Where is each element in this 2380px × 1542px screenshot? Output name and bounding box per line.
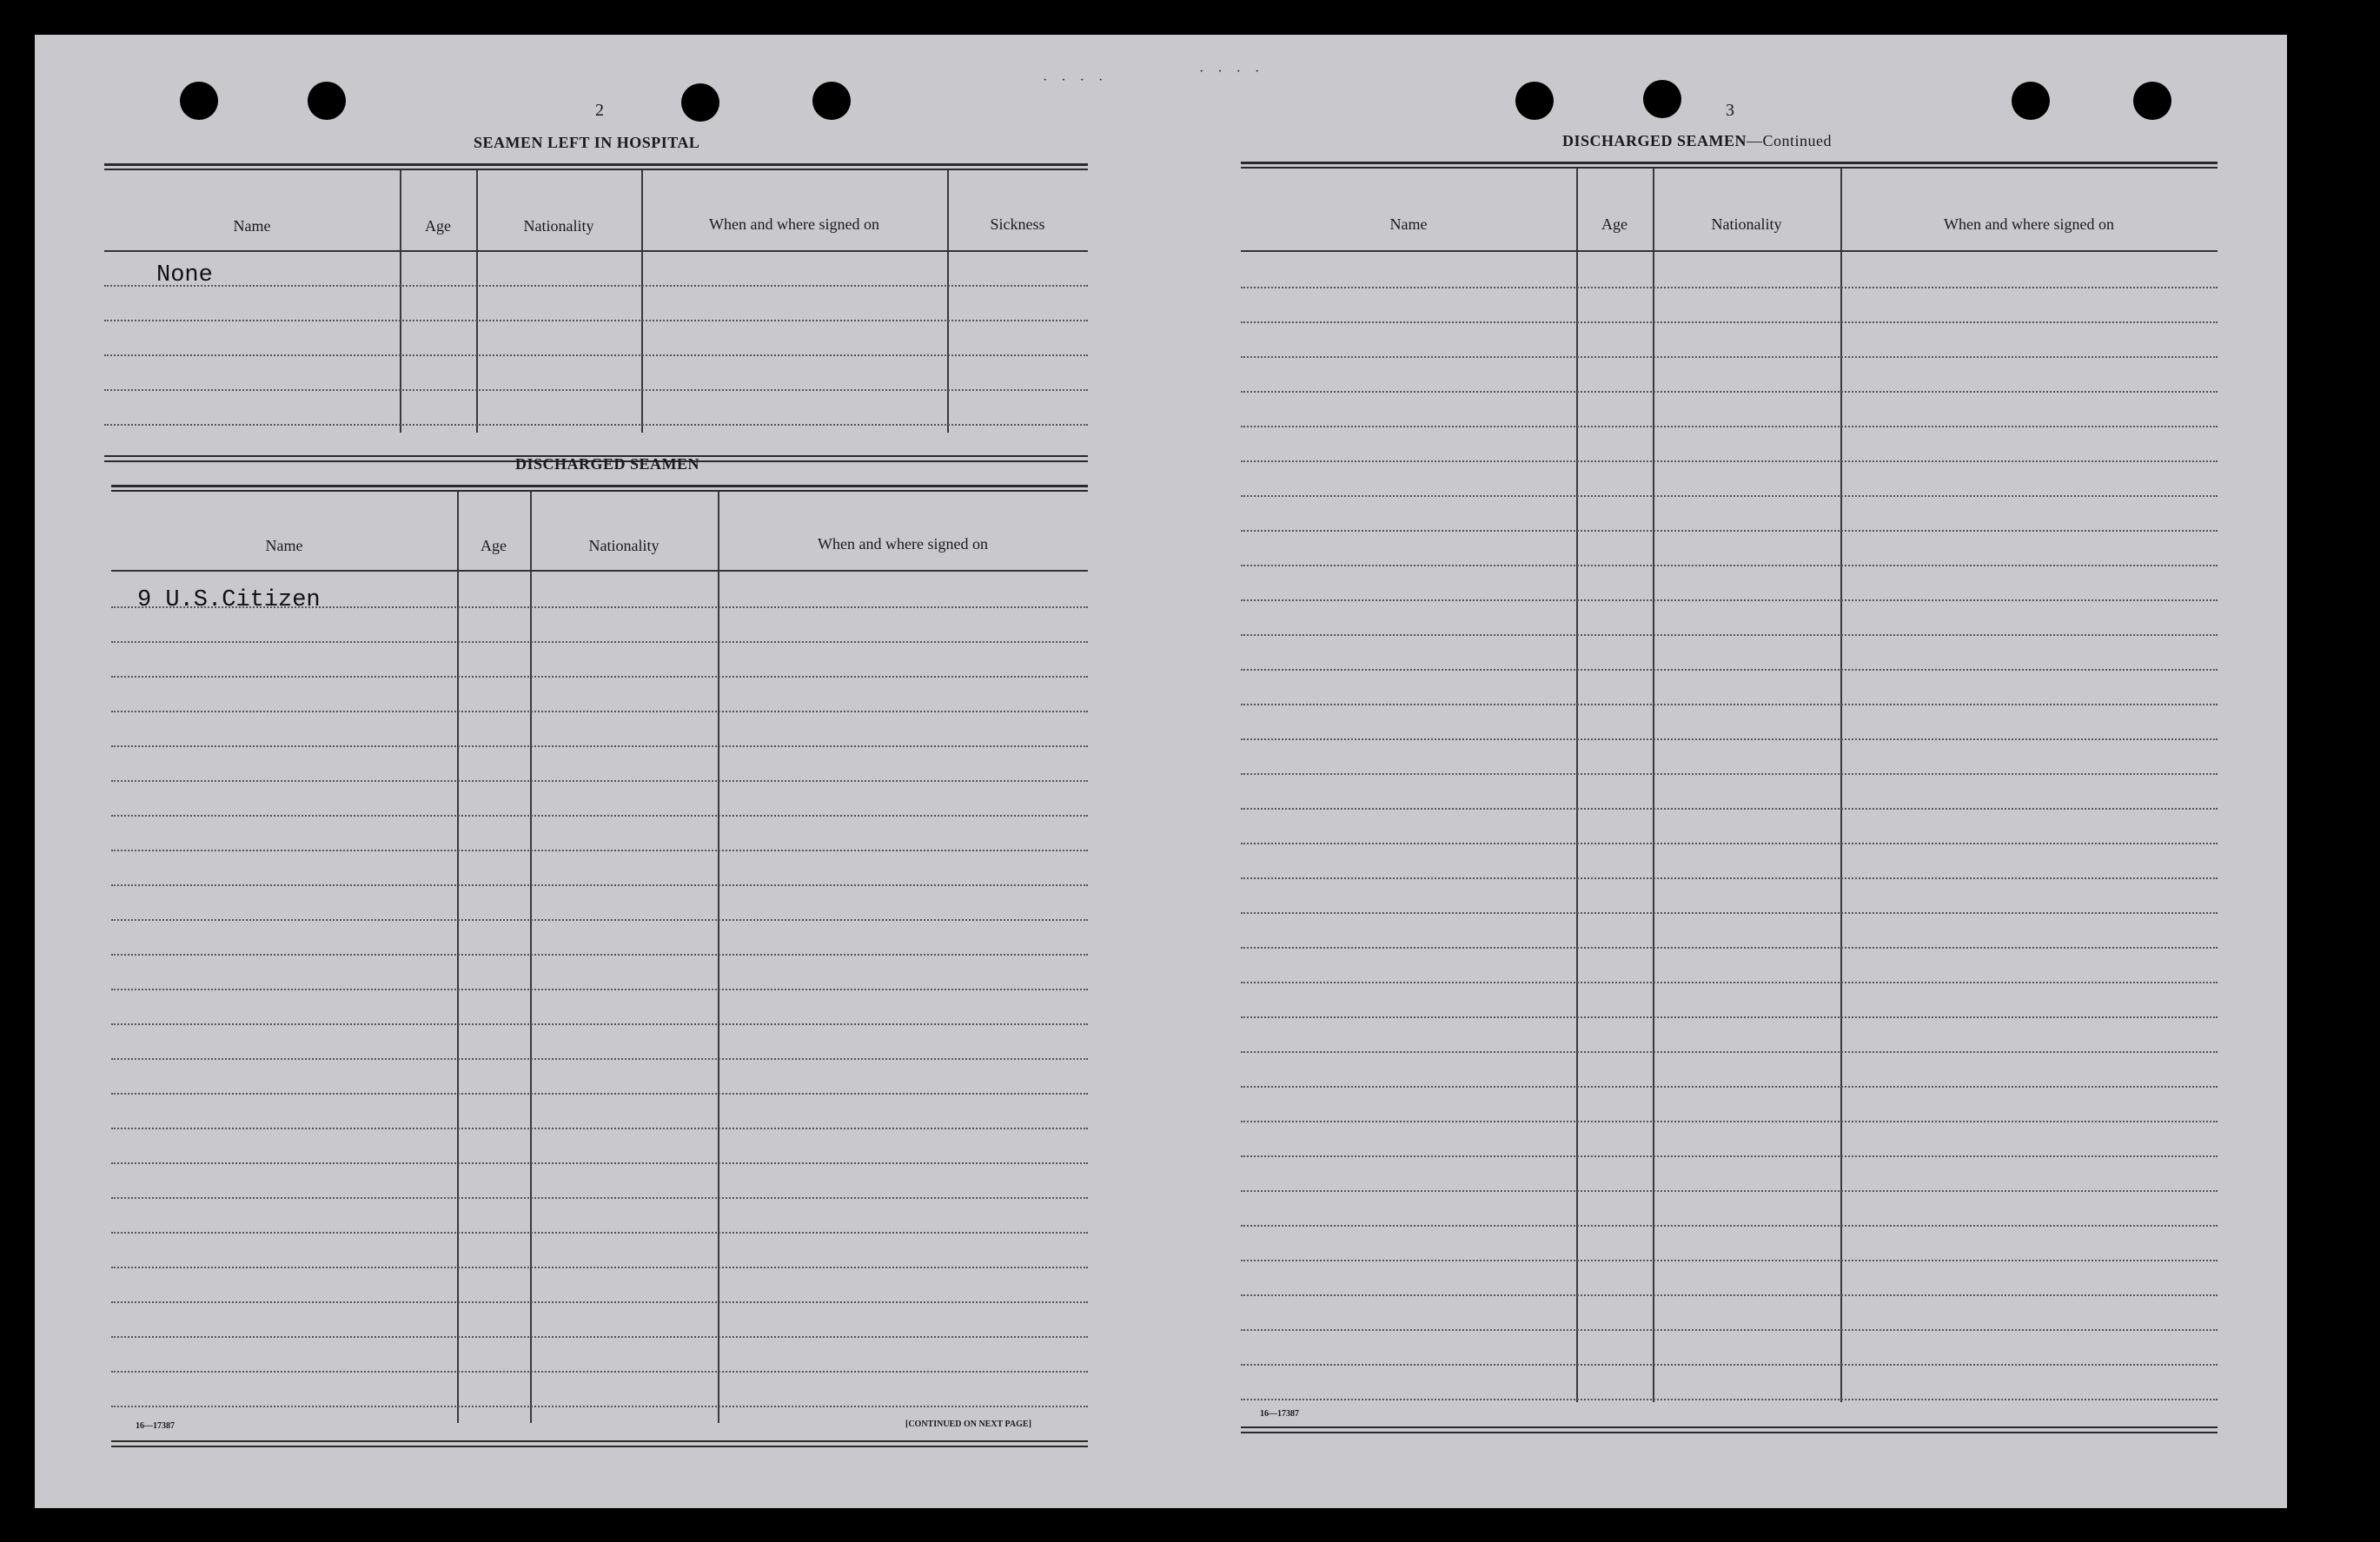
table-rule bbox=[104, 163, 1088, 166]
table-row bbox=[1241, 773, 2218, 775]
table-rule bbox=[111, 485, 1088, 487]
table-row bbox=[111, 1232, 1088, 1234]
column-header-name: Name bbox=[1389, 215, 1428, 233]
document-scan bbox=[35, 35, 2287, 1508]
table-row bbox=[111, 711, 1088, 712]
punch-hole bbox=[180, 82, 218, 120]
table-row bbox=[111, 780, 1088, 782]
table-row bbox=[1241, 1399, 2218, 1400]
table-row bbox=[1241, 1190, 2218, 1192]
table-row bbox=[111, 1162, 1088, 1164]
table-row bbox=[1241, 565, 2218, 566]
table-row bbox=[111, 989, 1088, 990]
table-row bbox=[1241, 356, 2218, 358]
table-row bbox=[111, 676, 1088, 678]
table-row bbox=[111, 919, 1088, 921]
scan-specks: · · · · bbox=[1043, 73, 1109, 88]
column-divider bbox=[1840, 169, 1842, 1402]
table-row bbox=[111, 1093, 1088, 1095]
table-row bbox=[1241, 321, 2218, 323]
header-rule bbox=[111, 570, 1088, 572]
table-row bbox=[104, 320, 1088, 321]
discharged-section-title: DISCHARGED SEAMEN bbox=[515, 455, 700, 473]
table-row bbox=[1241, 634, 2218, 636]
table-row bbox=[111, 1336, 1088, 1338]
table-row bbox=[1241, 912, 2218, 914]
table-row bbox=[1241, 391, 2218, 393]
column-divider bbox=[1653, 169, 1654, 1402]
title-main: DISCHARGED SEAMEN bbox=[1562, 132, 1747, 149]
table-rule bbox=[1241, 1432, 2218, 1433]
header-rule bbox=[1241, 250, 2218, 252]
column-header-nationality: Nationality bbox=[1711, 215, 1782, 233]
column-header-name: Name bbox=[233, 217, 271, 235]
table-row bbox=[1241, 669, 2218, 671]
punch-hole bbox=[2133, 82, 2171, 120]
table-row bbox=[1241, 426, 2218, 427]
column-divider bbox=[718, 492, 719, 1423]
table-row bbox=[1241, 1051, 2218, 1053]
table-row bbox=[1241, 704, 2218, 705]
page-number: 2 bbox=[595, 101, 604, 120]
table-row bbox=[111, 1058, 1088, 1060]
table-row bbox=[104, 354, 1088, 356]
table-row bbox=[1241, 495, 2218, 497]
table-row bbox=[1241, 1086, 2218, 1088]
discharged-continued-title bbox=[1562, 132, 1832, 150]
table-row bbox=[111, 1023, 1088, 1025]
column-divider bbox=[400, 170, 401, 433]
column-header-age: Age bbox=[425, 217, 451, 235]
table-row bbox=[111, 815, 1088, 817]
column-divider bbox=[641, 170, 643, 433]
column-divider bbox=[530, 492, 532, 1423]
table-rule bbox=[1241, 167, 2218, 169]
table-row bbox=[111, 1267, 1088, 1268]
table-row bbox=[1241, 843, 2218, 844]
punch-hole bbox=[812, 82, 851, 120]
table-row bbox=[111, 1197, 1088, 1199]
scan-specks: · · · · bbox=[1199, 64, 1265, 79]
header-rule bbox=[104, 250, 1088, 252]
column-header-age: Age bbox=[481, 537, 507, 554]
table-rule bbox=[111, 1446, 1088, 1447]
table-row bbox=[111, 1301, 1088, 1303]
hospital-table bbox=[104, 163, 1088, 471]
discharged-entry: 9 U.S.Citizen bbox=[137, 587, 321, 613]
table-row bbox=[1241, 1155, 2218, 1157]
table-row bbox=[111, 606, 1088, 608]
column-divider bbox=[947, 170, 949, 433]
column-header-name: Name bbox=[265, 537, 303, 554]
discharged-table-right bbox=[1241, 162, 2218, 1442]
discharged-table-left bbox=[111, 485, 1088, 1451]
table-row bbox=[1241, 1294, 2218, 1296]
table-rule bbox=[111, 490, 1088, 492]
punch-hole bbox=[1643, 80, 1681, 118]
table-row bbox=[1241, 982, 2218, 983]
table-row bbox=[111, 850, 1088, 851]
column-header-signed-on: When and where signed on bbox=[818, 535, 988, 553]
column-header-signed-on: When and where signed on bbox=[709, 215, 879, 233]
table-row bbox=[104, 389, 1088, 391]
table-row bbox=[111, 641, 1088, 643]
table-row bbox=[111, 1128, 1088, 1129]
table-row bbox=[1241, 1121, 2218, 1122]
title-suffix: —Continued bbox=[1747, 132, 1833, 149]
table-rule bbox=[104, 169, 1088, 170]
table-row bbox=[1241, 1016, 2218, 1018]
column-header-signed-on: When and where signed on bbox=[1944, 215, 2114, 233]
table-row bbox=[1241, 460, 2218, 462]
punch-hole bbox=[681, 83, 719, 122]
column-header-sickness: Sickness bbox=[990, 215, 1045, 233]
table-row bbox=[1241, 287, 2218, 288]
form-number: 16—17387 bbox=[136, 1421, 175, 1431]
column-header-nationality: Nationality bbox=[523, 217, 594, 235]
table-row bbox=[1241, 599, 2218, 601]
hospital-entry: None bbox=[156, 262, 213, 288]
column-divider bbox=[476, 170, 478, 433]
punch-hole bbox=[1515, 82, 1554, 120]
table-row bbox=[1241, 1260, 2218, 1261]
table-row bbox=[1241, 877, 2218, 879]
punch-hole bbox=[2012, 82, 2050, 120]
table-row bbox=[104, 424, 1088, 426]
table-row bbox=[1241, 530, 2218, 532]
table-row bbox=[1241, 947, 2218, 949]
column-header-nationality: Nationality bbox=[588, 537, 660, 554]
hospital-section-title: SEAMEN LEFT IN HOSPITAL bbox=[474, 134, 700, 151]
table-row bbox=[111, 745, 1088, 747]
page-number: 3 bbox=[1726, 101, 1734, 120]
table-rule bbox=[1241, 1426, 2218, 1428]
table-row bbox=[1241, 1329, 2218, 1331]
table-row bbox=[1241, 1225, 2218, 1227]
column-header-age: Age bbox=[1601, 215, 1628, 233]
table-row bbox=[104, 285, 1088, 287]
punch-hole bbox=[308, 82, 346, 120]
column-divider bbox=[457, 492, 459, 1423]
table-row bbox=[1241, 738, 2218, 740]
column-divider bbox=[1576, 169, 1578, 1402]
continued-note: [CONTINUED ON NEXT PAGE] bbox=[905, 1420, 1031, 1429]
table-row bbox=[111, 954, 1088, 956]
table-row bbox=[111, 884, 1088, 886]
table-rule bbox=[1241, 162, 2218, 164]
form-number: 16—17387 bbox=[1260, 1409, 1299, 1419]
table-row bbox=[111, 1406, 1088, 1407]
table-row bbox=[1241, 808, 2218, 810]
table-rule bbox=[111, 1440, 1088, 1442]
table-row bbox=[111, 1371, 1088, 1373]
table-row bbox=[1241, 1364, 2218, 1366]
